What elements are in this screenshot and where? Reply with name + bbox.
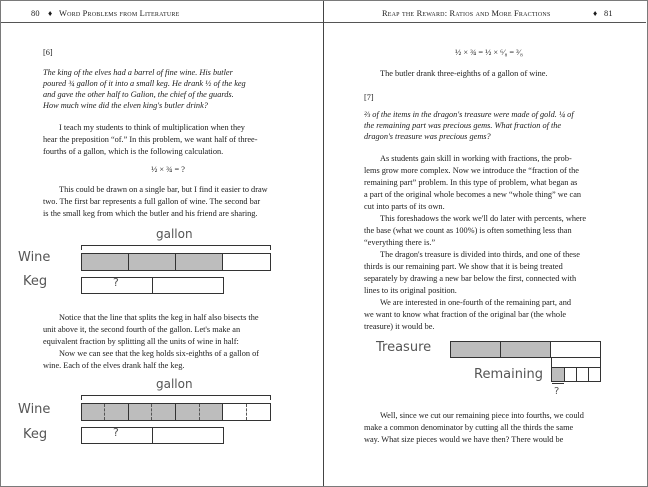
problem-line: and gave the other half to Galion, the chief of the guards. — [43, 90, 234, 99]
paragraph-line: remaining part” problem. In this type of problem, what began as — [364, 178, 578, 187]
keg-segment — [152, 427, 224, 444]
eighth-divider — [199, 404, 200, 420]
wine-segment — [81, 403, 129, 421]
paragraph-line: Now we can see that the keg holds six-eighths of a gallon of — [59, 349, 259, 358]
eighth-divider — [104, 404, 105, 420]
paragraph-line: separately by drawing a new bar below the first, connected with — [364, 274, 577, 283]
brace-tick — [81, 245, 82, 250]
paragraph-line: thirds is our remaining part. We show that it is being treated — [364, 262, 563, 271]
paragraph-line: This could be drawn on a single bar, but I find it easier to draw — [59, 185, 268, 194]
paragraph-line: cut into parts of its own. — [364, 202, 445, 211]
treasure-segment — [500, 341, 551, 358]
paragraph-line: Well, since we cut our remaining piece into fourths, we could — [380, 411, 584, 420]
question-brace — [552, 383, 564, 384]
empty-segment — [222, 253, 271, 271]
answer-line: The butler drank three-eighths of a gallon of wine. — [380, 69, 548, 78]
header-title: Word Problems from Literature — [59, 9, 180, 18]
header-ornament-icon: ♦ — [593, 9, 598, 18]
paragraph-line: is the small keg from which the butler and his friend are sharing. — [43, 209, 258, 218]
wine-segment — [175, 253, 223, 271]
paragraph-line: wine. Each of the elves drank half the keg. — [43, 361, 185, 370]
paragraph-line: The dragon's treasure is divided into thirds, and one of these — [380, 250, 580, 259]
paragraph-line: the base (what we count as 100%) is often something less than — [364, 226, 572, 235]
left-page — [1, 1, 324, 486]
wine-segment — [81, 253, 129, 271]
wine-segment — [128, 403, 176, 421]
row-label: Treasure — [376, 340, 432, 355]
paragraph-line: I teach my students to think of multiplication when they — [59, 123, 245, 132]
page-header — [1, 6, 323, 23]
paragraph-line: two. The first bar represents a full gallon of wine. The second bar — [43, 197, 261, 206]
problem-line: ⅔ of the items in the dragon's treasure were made of gold. ¼ of — [364, 110, 574, 119]
eighth-divider — [151, 404, 152, 420]
paragraph-line: way. What size pieces would we have then? There would be — [364, 435, 564, 444]
brace-line — [81, 245, 271, 246]
quarter-segment — [588, 367, 601, 382]
question-mark: ? — [113, 276, 119, 289]
keg-segment — [152, 277, 224, 294]
paragraph-line: a part of the original whole becomes a new “whole thing” we can — [364, 190, 582, 199]
paragraph-line: lems grow more complex. Now we introduce the “fraction of the — [364, 166, 579, 175]
problem-number: [7] — [364, 93, 374, 102]
brace-tick — [270, 245, 271, 250]
paragraph-line: fourths of a gallon, which is the following calculation. — [43, 147, 224, 156]
question-mark: ? — [554, 386, 560, 397]
paragraph-line: Notice that the line that splits the keg in half also bisects the — [59, 313, 259, 322]
wine-segment — [128, 253, 176, 271]
paragraph-line: equivalent fraction by splitting all the units of wine in half: — [43, 337, 239, 346]
page-header — [324, 6, 646, 23]
brace-label: gallon — [156, 227, 193, 241]
row-label: Keg — [23, 274, 48, 289]
paragraph-line: make a common denominator by cutting all the thirds the same — [364, 423, 574, 432]
paragraph-line: “everything there is.” — [364, 238, 436, 247]
row-label: Wine — [18, 402, 51, 417]
connector-line — [551, 358, 552, 367]
paragraph-line: treasure) it would be. — [364, 322, 435, 331]
page-number: 81 — [604, 9, 613, 18]
brace-label: gallon — [156, 377, 193, 391]
remaining-segment — [550, 341, 601, 358]
paragraph-line: We are interested in one-fourth of the remaining part, and — [380, 298, 572, 307]
question-mark: ? — [113, 426, 119, 439]
row-label: Wine — [18, 250, 51, 265]
header-ornament-icon: ♦ — [48, 9, 53, 18]
paragraph-line: hear the preposition “of.” In this problem, we want half of three- — [43, 135, 258, 144]
problem-line: the remaining part was precious gems. What fraction of the — [364, 121, 562, 130]
paragraph-line: unit above it, the second fourth of the gallon. Let's make an — [43, 325, 241, 334]
connector-line — [600, 358, 601, 367]
book-spread — [1, 1, 647, 486]
quarter-segment — [551, 367, 565, 382]
right-page — [324, 1, 646, 486]
problem-line: poured ¾ gallon of it into a small keg. He drank ½ of the keg — [43, 79, 246, 88]
brace-line — [81, 395, 271, 396]
brace-tick — [270, 395, 271, 400]
problem-line: How much wine did the elven king's butler drink? — [43, 101, 208, 110]
paragraph-line: As students gain skill in working with fractions, the prob- — [380, 154, 572, 163]
paragraph-line: lines to its original position. — [364, 286, 457, 295]
problem-line: The king of the elves had a barrel of fine wine. His butler — [43, 68, 233, 77]
problem-number: [6] — [43, 48, 53, 57]
row-label: Keg — [23, 427, 48, 442]
row-label: Remaining — [474, 367, 544, 382]
paragraph-line: we want to know what fraction of the original bar (the whole — [364, 310, 567, 319]
brace-tick — [81, 395, 82, 400]
equation: ½ × ¾ = ½ × ⁶⁄₈ = ³⁄₈ — [455, 48, 523, 57]
equation: ½ × ¾ = ? — [151, 165, 185, 174]
page-number: 80 — [31, 9, 40, 18]
header-title: Reap the Reward: Ratios and More Fractions — [382, 9, 551, 18]
problem-line: dragon's treasure was precious gems? — [364, 132, 491, 141]
treasure-segment — [450, 341, 501, 358]
paragraph-line: This foreshadows the work we'll do later with percents, where — [380, 214, 587, 223]
eighth-divider — [246, 404, 247, 420]
